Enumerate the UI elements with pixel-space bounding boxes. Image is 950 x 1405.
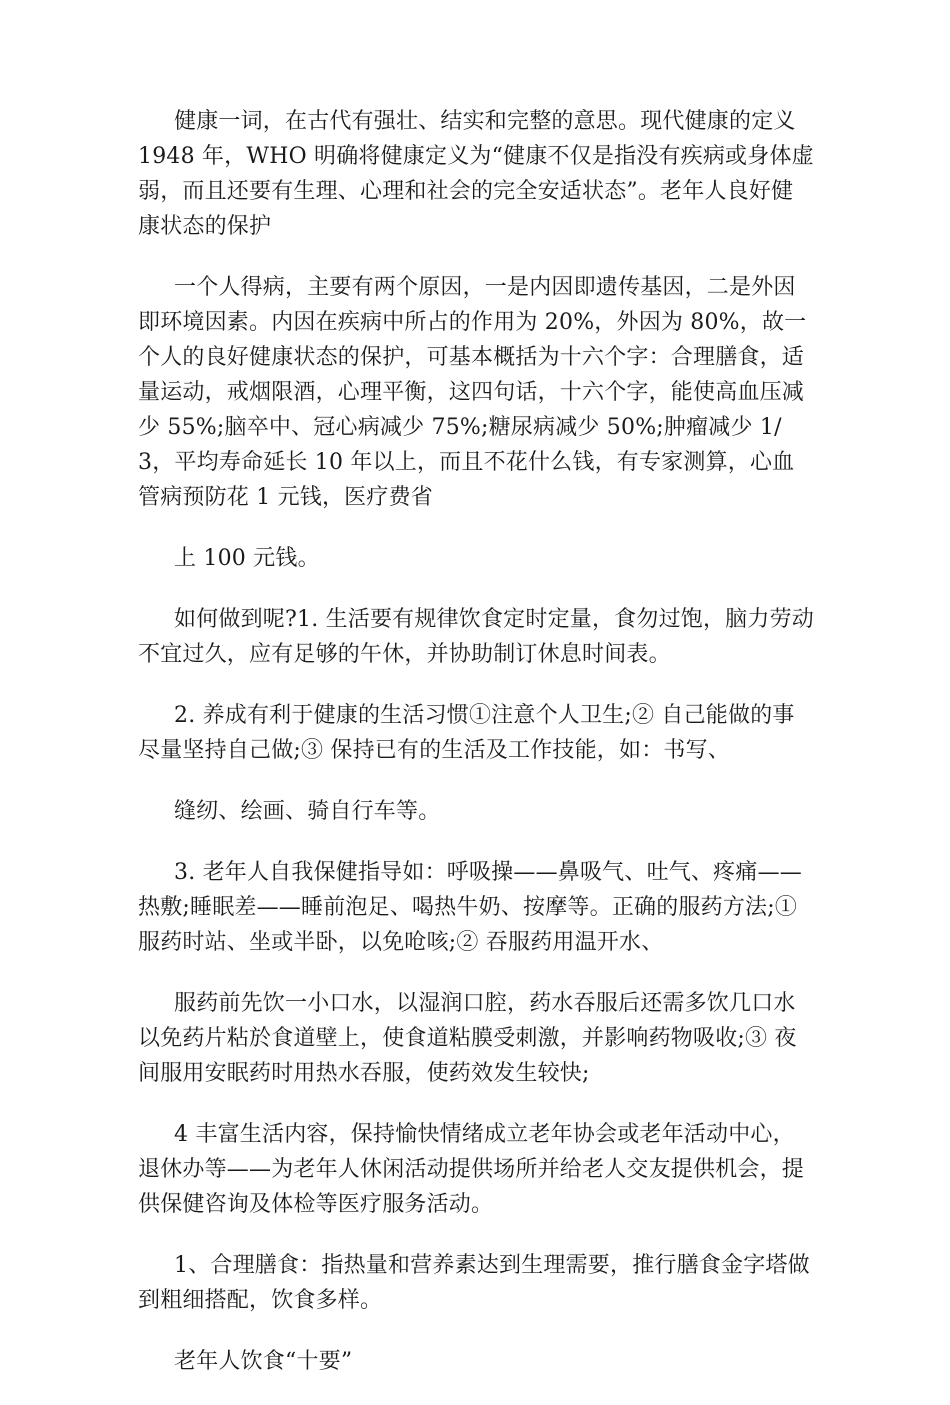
paragraph-habits-continued: 缝纫、绘画、骑自行车等。 bbox=[174, 799, 441, 824]
paragraph-how-to-achieve: 如何做到呢?1. 生活要有规律饮食定时定量，食勿过饱，脑力劳动不宜过久，应有足够的午休，并协助制订休息时间表。 bbox=[138, 607, 814, 667]
document-body bbox=[138, 104, 814, 1405]
paragraph-medication-guidance: 服药前先饮一小口水，以湿润口腔，药水吞服后还需多饮几口水以免药片粘於食道壁上，使食道粘膜受刺激，并影响药物吸收;③ 夜间服用安眠药时用热水吞服，使药效发生较快; bbox=[138, 991, 797, 1086]
paragraph-self-care-guidance: 3. 老年人自我保健指导如：呼吸操——鼻吸气、吐气、疼痛——热敷;睡眠差——睡前泡足、喝热牛奶、按摩等。正确的服药方法;① 服药时站、坐或半卧，以免呛咳;② 吞服药用温开水、 bbox=[138, 860, 802, 955]
paragraph-balanced-diet: 1、合理膳食：指热量和营养素达到生理需要，推行膳食金字塔做到粗细搭配，饮食多样。 bbox=[138, 1253, 810, 1313]
paragraph-enrich-life: 4 丰富生活内容，保持愉快情绪成立老年协会或老年活动中心，退休办等——为老年人休闲活动提供场所并给老人交友提供机会，提供保健咨询及体检等医疗服务活动。 bbox=[138, 1122, 805, 1217]
paragraph-healthy-habits: 2. 养成有利于健康的生活习惯①注意个人卫生;② 自己能做的事尽量坚持自己做;③ 保持已有的生活及工作技能，如：书写、 bbox=[138, 703, 795, 763]
paragraph-health-definition: 健康一词，在古代有强壮、结实和完整的意思。现代健康的定义 1948 年，WHO 明确将健康定义为“健康不仅是指没有疾病或身体虚弱，而且还要有生理、心理和社会的完全安适状态”。老年人良好健康状态的保护 bbox=[138, 109, 814, 239]
paragraph-cost-saving: 上 100 元钱。 bbox=[174, 546, 320, 571]
paragraph-causes-of-illness: 一个人得病，主要有两个原因，一是内因即遗传基因，二是外因即环境因素。内因在疾病中所占的作用为 20%，外因为 80%，故一个人的良好健康状态的保护，可基本概括为十六个字：合理膳食，适量运动，戒烟限酒，心理平衡，这四句话，十六个字，能使高血压减少 55%;脑卒中、冠心病减少 75%;糖尿病减少 50%;肿瘤减少 1/3，平均寿命延长 10 年以上，而且不花什么钱，有专家测算，心血管病预防花 1 元钱，医疗费省 bbox=[138, 275, 807, 510]
paragraph-diet-heading: 老年人饮食“十要” bbox=[174, 1349, 353, 1374]
